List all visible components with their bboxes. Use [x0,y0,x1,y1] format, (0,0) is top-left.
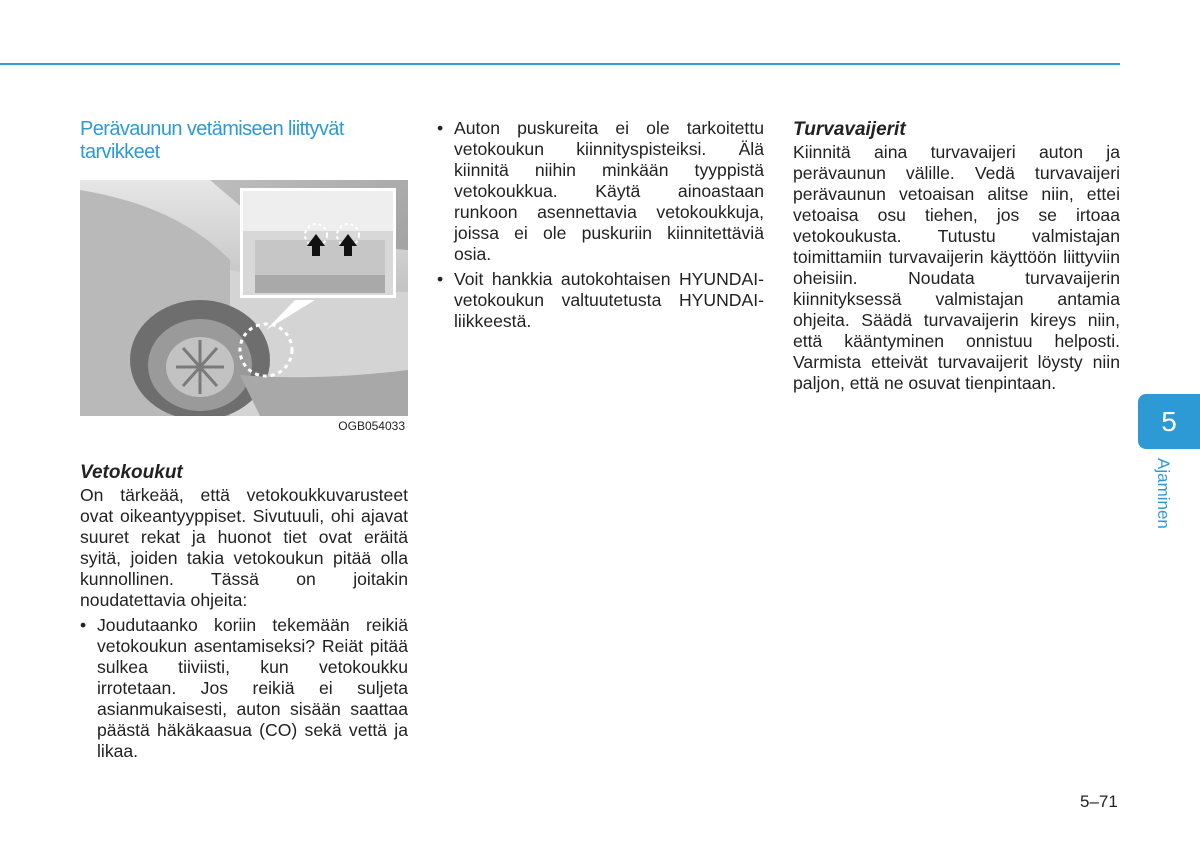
list-item [80,615,408,762]
column-left [80,118,408,766]
page-number: 5–71 [1080,792,1118,811]
subheading-tow-hooks: Vetokoukut [80,462,183,483]
column-right [793,118,1120,394]
safety-chains-paragraph: Kiinnitä aina turvavaijeri auton ja perävaunun välille. Vedä turvavaijeri perävaunun vetoaisan alitse niin, ettei vetoaisa osu tiehen, jos se irtoaa vetokoukusta. Tutustu valmistajan toimittamiin turvavaijerin käyttöön liittyviin oheisiin. Noudata turvavaijerin kiinnityksessä valmistajan antamia ohjeita. Säädä turvavaijerin kireys niin, että kääntyminen onnistuu helposti. Varmista etteivät turvavaijerit löysty niin paljon, että ne osuvat tienpintaan. [793,142,1120,393]
column-middle [437,118,764,336]
intro-paragraph: On tärkeää, että vetokoukkuvarusteet ovat oikeantyyppiset. Sivutuuli, ohi ajavat suuret rekat ja huonot tiet ovat eräitä syitä, joiden takia vetokoukun pitää olla kunnollinen. Tässä on joitakin noudatettavia ohjeita: [80,485,408,610]
section-heading: Perävaunun vetämiseen liittyvät tarvikkeet [80,118,344,163]
bullet-dot: • [80,615,87,635]
list-item [437,269,764,332]
list-item [437,118,764,265]
bullet-text: Joudutaanko koriin tekemään reikiä vetokoukun asentamiseksi? Reiät pitää sulkea tiiviisti, kun vetokoukku irrotetaan. Jos reikiä ei suljeta asianmukaisesti, auton sisään saattaa päästä häkäkaasua (CO) sekä vettä ja likaa. [97,615,408,761]
subheading-safety-chains: Turvavaijerit [793,119,906,140]
figure-code: OGB054033 [80,416,408,437]
chapter-tab: 5 [1138,394,1200,449]
top-rule [0,63,1120,65]
chapter-label: Ajaminen [1154,458,1173,529]
bullet-dot: • [437,118,444,138]
bullet-list-left [80,615,408,762]
car-rear-illustration [80,180,408,437]
towing-hook-figure [80,180,408,437]
bullet-text: Auton puskureita ei ole tarkoitettu vetokoukun kiinnityspisteiksi. Älä kiinnitä niihin minkään tyyppistä vetokoukkua. Käytä ainoastaan runkoon asennettavia vetokoukkuja, joissa ei ole puskuriin kiinnitettäviä osia. [454,118,764,264]
bullet-text: Voit hankkia autokohtaisen HYUNDAI-vetokoukun valtuutetusta HYUNDAI-liikkeestä. [454,269,764,331]
bullet-list-middle [437,118,764,332]
bullet-dot: • [437,269,444,289]
